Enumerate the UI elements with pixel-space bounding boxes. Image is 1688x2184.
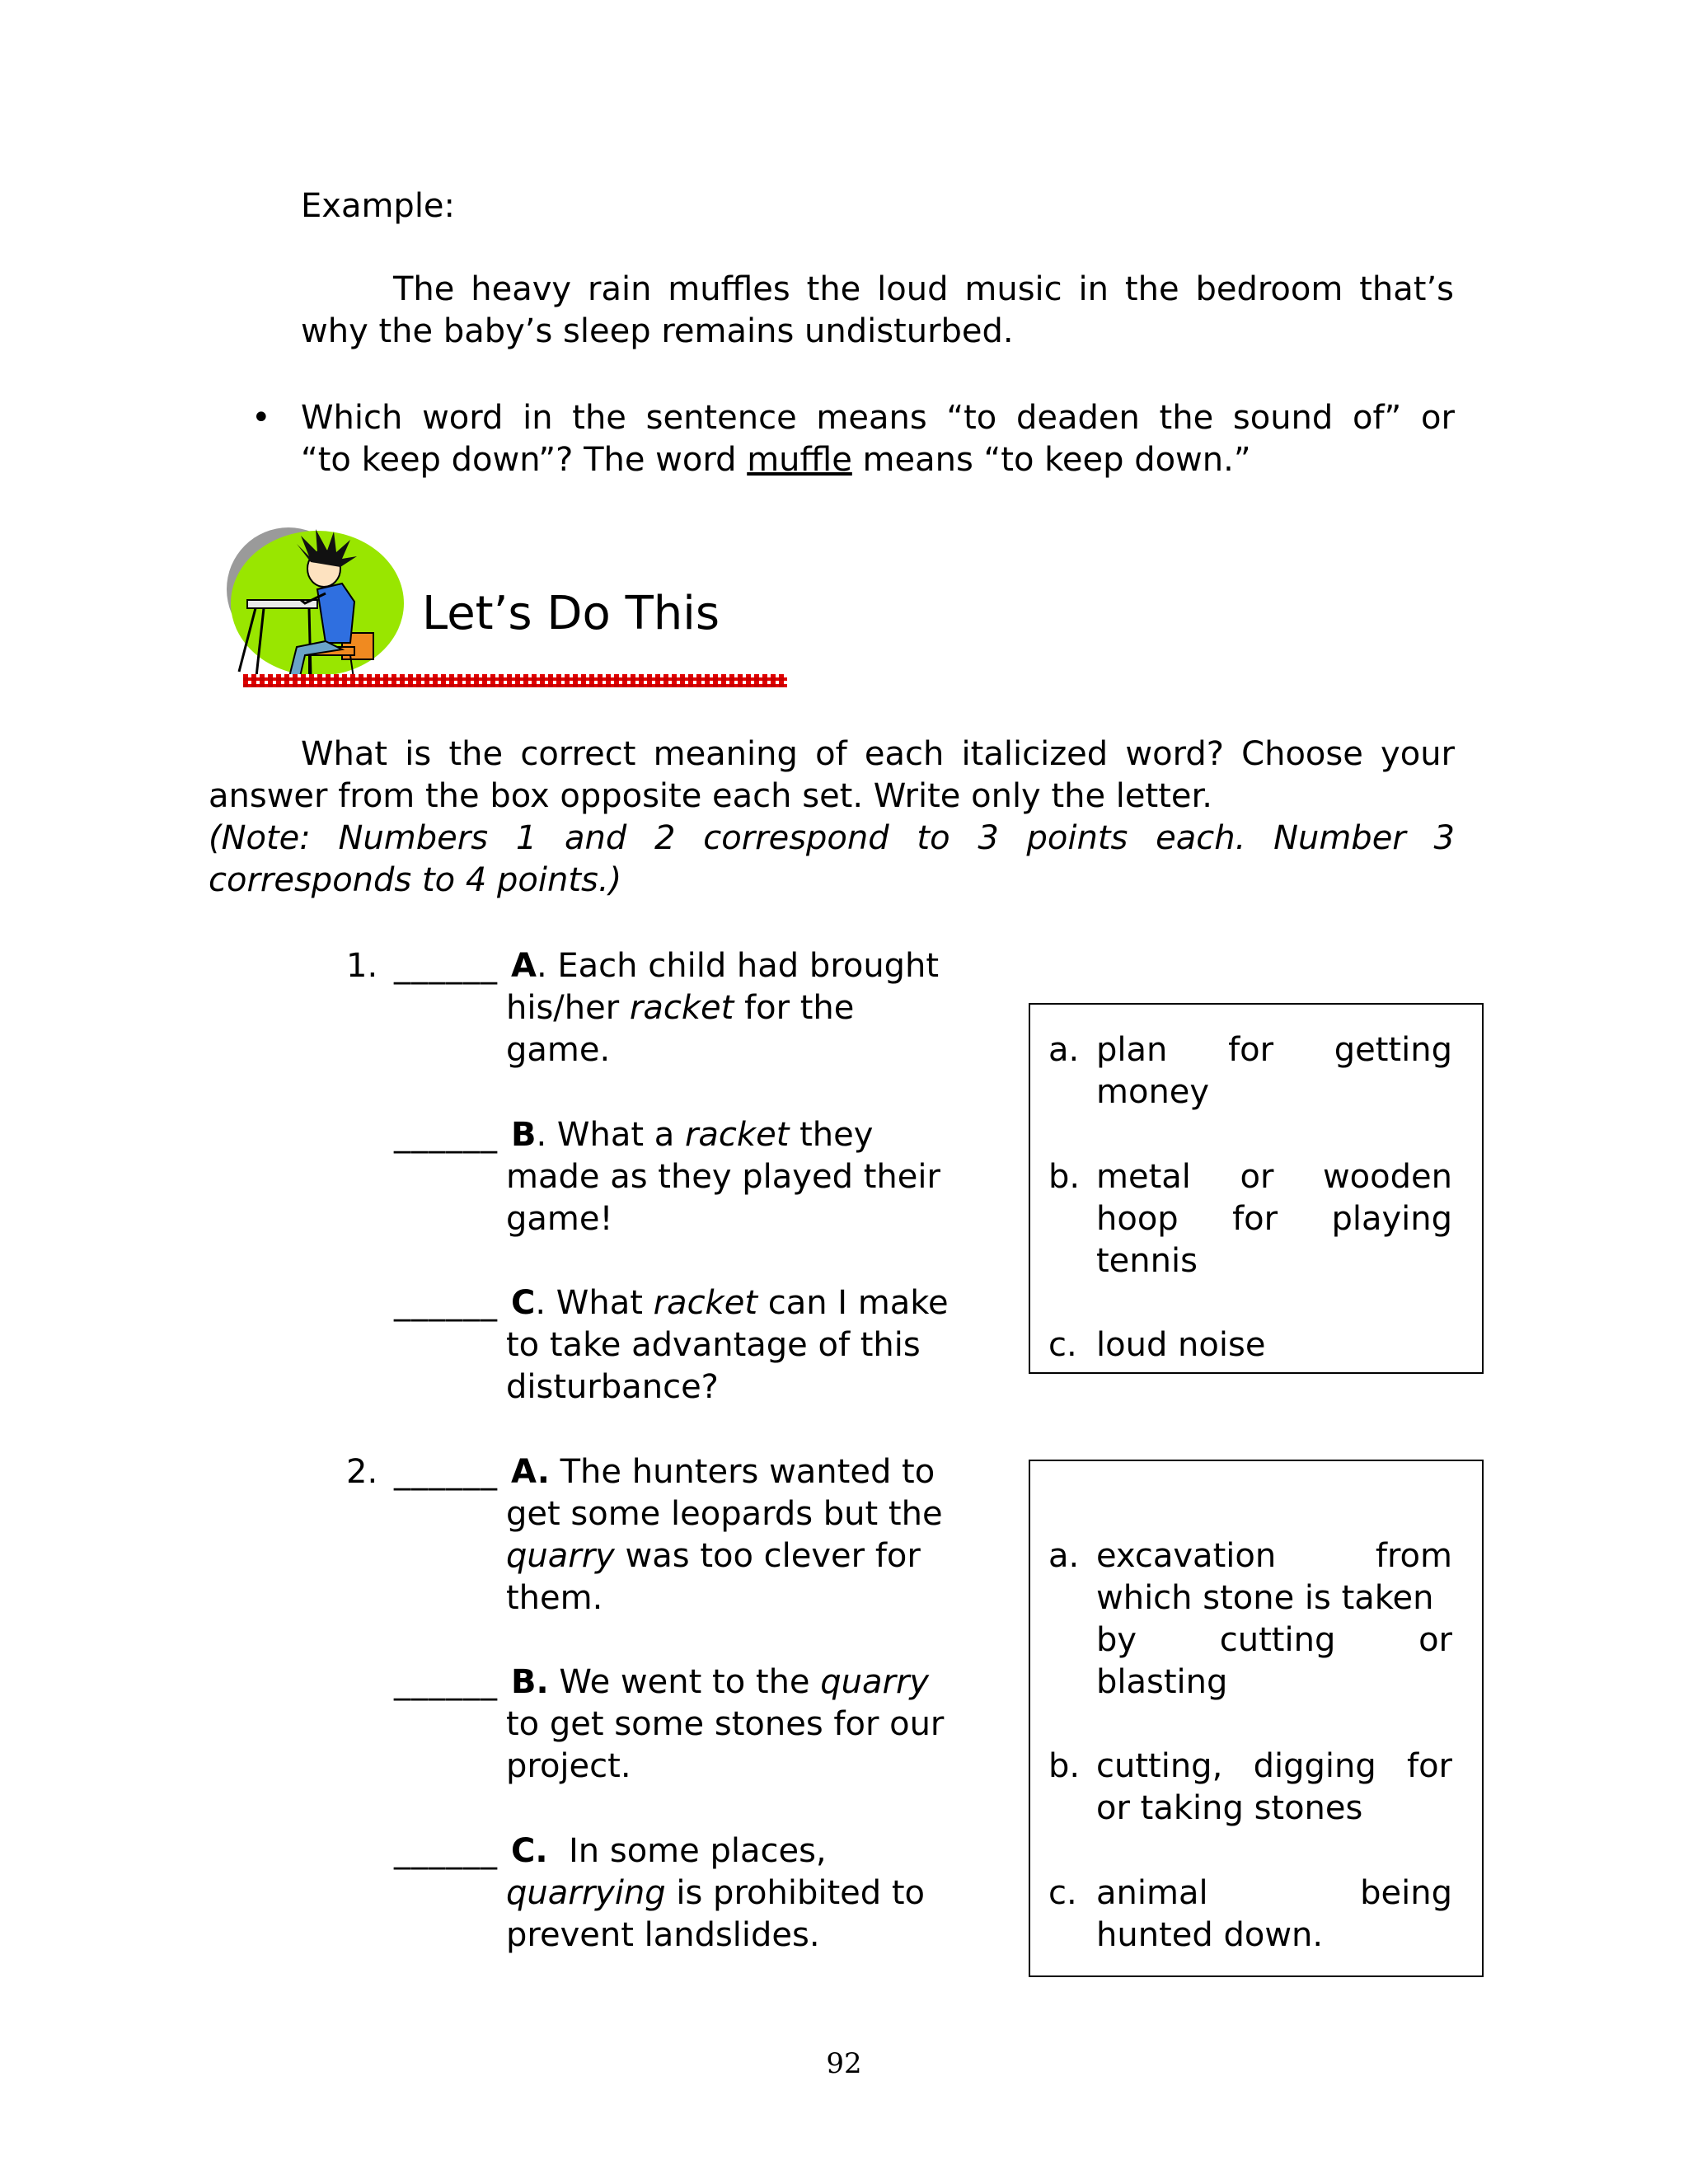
instructions-line1: What is the correct meaning of each italicized word? Choose your: [301, 735, 1455, 773]
q2-b-italic-word: quarry: [820, 1663, 930, 1701]
q1-a-italic-word: racket: [629, 989, 734, 1027]
box2-a-line1-word: from: [1375, 1537, 1452, 1575]
q2-a-line3-post: was too clever for: [614, 1537, 921, 1575]
bullet-line1-word: Which: [301, 399, 403, 437]
q2-c-letter: C.: [511, 1832, 548, 1870]
q1-c-post: can I make: [757, 1284, 949, 1322]
q1-c-line1: [511, 1282, 949, 1324]
bullet-line1-word: word: [422, 399, 504, 437]
note-line1-word: to: [917, 819, 950, 857]
bullet-line1-word: means: [816, 399, 927, 437]
q1-c-italic-word: racket: [653, 1284, 758, 1322]
bullet-line2: [301, 438, 1251, 481]
q1-c-line2: to take advantage of this: [506, 1326, 921, 1364]
example-sentence-line2: why the baby’s sleep remains undisturbed.: [301, 312, 1014, 350]
q1-a-line1: [511, 944, 939, 987]
q1-b-line3: game!: [506, 1200, 613, 1238]
box2-a-line3-word: by: [1096, 1621, 1137, 1659]
note-line1: [209, 817, 1455, 860]
box1-a-line1: [1096, 1029, 1452, 1071]
bullet-line1-word: or: [1420, 399, 1455, 437]
bullet-line1-word: the: [1159, 399, 1214, 437]
q2-b-blank[interactable]: ______: [394, 1663, 498, 1701]
q2-b-pre: We went to the: [548, 1663, 821, 1701]
q2-c-text: In some places,: [547, 1832, 827, 1870]
bullet-line1-word: sentence: [645, 399, 797, 437]
q1-c-letter: C: [511, 1284, 536, 1322]
box1-b-line1-word: wooden: [1322, 1158, 1452, 1196]
q2-a-line1: [511, 1451, 935, 1493]
box2-a-line1: [1096, 1535, 1452, 1577]
bullet-line1-word: sound: [1232, 399, 1334, 437]
underlined-word-muffle: muffle: [747, 441, 852, 479]
box2-a-line4: blasting: [1096, 1663, 1228, 1701]
box1-a-line1-word: plan: [1096, 1031, 1168, 1069]
q1-b-letter: B: [511, 1116, 537, 1154]
q1-a-line2: [506, 987, 854, 1029]
box2-b-line2: or taking stones: [1096, 1789, 1363, 1827]
q1-number: 1.: [346, 947, 378, 985]
box1-c-line1: loud noise: [1096, 1326, 1266, 1364]
note-line1-word: Number: [1273, 819, 1406, 857]
box2-c-letter: c.: [1048, 1874, 1077, 1912]
student-writing-icon: [218, 511, 408, 696]
q2-c-blank[interactable]: ______: [394, 1832, 498, 1870]
q1-b-line2: made as they played their: [506, 1158, 940, 1196]
bullet-line1-word: of”: [1353, 399, 1402, 437]
q1-a-line2-post: for the: [734, 989, 855, 1027]
box2-c-line1-word: being: [1360, 1874, 1452, 1912]
q1-a-line3: game.: [506, 1031, 611, 1069]
bullet-line1-word: “to: [946, 399, 997, 437]
q2-c-line3: prevent landslides.: [506, 1916, 820, 1954]
q1-c-line3: disturbance?: [506, 1368, 719, 1406]
q2-a-text: The hunters wanted to: [549, 1453, 935, 1491]
box2-a-line2: which stone is taken: [1096, 1579, 1434, 1617]
box1-b-line2: [1096, 1197, 1452, 1240]
q1-a-letter: A: [511, 947, 537, 985]
q2-a-line2: get some leopards but the: [506, 1495, 943, 1533]
box1-b-line1: [1096, 1155, 1452, 1198]
box1-a-line2: money: [1096, 1073, 1210, 1111]
box1-a-line1-word: getting: [1334, 1031, 1452, 1069]
box1-b-line2-word: for: [1232, 1200, 1278, 1238]
bullet-line2-post: means “to keep down.”: [851, 441, 1251, 479]
box1-b-line3: tennis: [1096, 1242, 1198, 1280]
q2-c-line1: [511, 1830, 827, 1872]
q1-b-post: they: [789, 1116, 874, 1154]
box2-a-line3-word: or: [1418, 1621, 1452, 1659]
q1-b-blank[interactable]: ______: [394, 1116, 498, 1154]
q1-a-text: . Each child had brought: [536, 947, 940, 985]
q2-b-line2: to get some stones for our: [506, 1705, 945, 1743]
note-line1-word: Numbers: [338, 819, 489, 857]
page-number: 92: [826, 2047, 862, 2080]
q1-a-line2-pre: his/her: [506, 989, 630, 1027]
box1-a-line1-word: for: [1228, 1031, 1274, 1069]
q2-a-blank[interactable]: ______: [394, 1453, 498, 1491]
bullet-line1-word: deaden: [1015, 399, 1140, 437]
box2-a-line1-word: excavation: [1096, 1537, 1277, 1575]
note-line1-word: correspond: [703, 819, 889, 857]
q2-b-line1: [511, 1661, 929, 1704]
q2-a-italic-word: quarry: [506, 1537, 615, 1575]
q1-c-pre: . What: [535, 1284, 654, 1322]
q1-a-blank[interactable]: ______: [394, 947, 498, 985]
box1-b-line2-word: hoop: [1096, 1200, 1179, 1238]
q2-a-line3: [506, 1535, 921, 1577]
box2-c-line1: [1096, 1872, 1452, 1915]
box1-b-line1-word: or: [1240, 1158, 1274, 1196]
section-divider: [243, 674, 787, 687]
note-line1-word: (Note:: [209, 819, 311, 857]
q1-b-italic-word: racket: [684, 1116, 790, 1154]
box2-a-line3-word: cutting: [1219, 1621, 1336, 1659]
note-line1-word: and: [565, 819, 627, 857]
q2-c-italic-word: quarrying: [506, 1874, 666, 1912]
note-line1-word: points: [1026, 819, 1128, 857]
q2-a-line4: them.: [506, 1579, 603, 1617]
box2-a-line3: [1096, 1619, 1452, 1661]
q2-number: 2.: [346, 1453, 378, 1491]
box1-b-line1-word: metal: [1096, 1158, 1191, 1196]
box1-c-letter: c.: [1048, 1326, 1077, 1364]
q2-c-line2-post: is prohibited to: [665, 1874, 926, 1912]
q2-b-line3: project.: [506, 1747, 631, 1785]
q1-c-blank[interactable]: ______: [394, 1284, 498, 1322]
example-label: Example:: [301, 187, 456, 225]
note-line1-word: 1: [515, 819, 537, 857]
instructions-line2: answer from the box opposite each set. Write only the letter.: [209, 777, 1212, 815]
box1-a-letter: a.: [1048, 1031, 1080, 1069]
note-line1-word: 3: [978, 819, 999, 857]
box2-b-letter: b.: [1048, 1747, 1081, 1785]
bullet-line1-word: in: [523, 399, 553, 437]
bullet-mark: •: [251, 399, 271, 437]
box1-b-line2-word: playing: [1331, 1200, 1452, 1238]
box2-c-line1-word: animal: [1096, 1874, 1208, 1912]
section-title: Let’s Do This: [422, 587, 720, 640]
q2-b-letter: B.: [511, 1663, 549, 1701]
q2-c-line2: [506, 1872, 925, 1915]
box2-b-line1: cutting, digging for: [1096, 1747, 1452, 1785]
box1-b-letter: b.: [1048, 1158, 1081, 1196]
q1-b-pre: . What a: [536, 1116, 685, 1154]
bullet-line1-word: the: [572, 399, 626, 437]
example-sentence-line1: The heavy rain muffles the loud music in the bedroom that’s: [393, 270, 1454, 308]
note-line1-word: each.: [1156, 819, 1246, 857]
note-line1-word: 2: [654, 819, 676, 857]
box2-c-line2: hunted down.: [1096, 1916, 1324, 1954]
q2-a-letter: A.: [511, 1453, 550, 1491]
note-line1-word: 3: [1433, 819, 1455, 857]
box2-a-letter: a.: [1048, 1537, 1080, 1575]
bullet-line2-pre: “to keep down”? The word: [301, 441, 748, 479]
note-line2: corresponds to 4 points.): [209, 861, 622, 899]
q1-b-line1: [511, 1113, 873, 1156]
bullet-line1: [301, 396, 1455, 439]
